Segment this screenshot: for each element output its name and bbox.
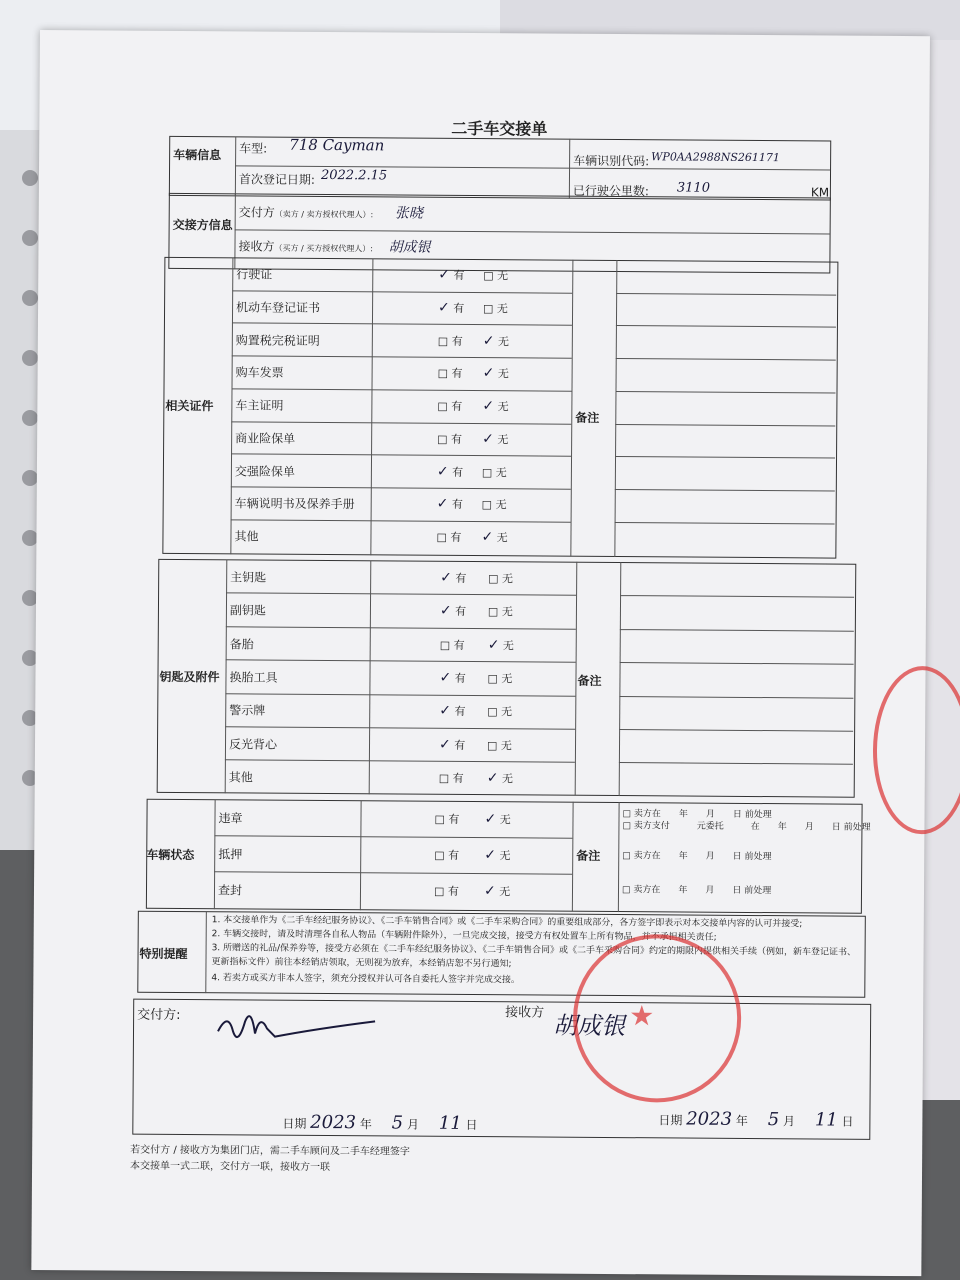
status-checkbox-yes[interactable]: □ 有 xyxy=(433,884,459,898)
left-date-year-unit: 年 xyxy=(359,1117,372,1132)
right-date-day-unit: 日 xyxy=(841,1114,854,1129)
notice-line-1: 1. 本交接单作为《二手车经纪服务协议》、《二手车销售合同》或《二手车采购合同》的重要组成部分，各方签字即表示对本交接单内容的认可并接受; xyxy=(211,915,803,930)
receive-label xyxy=(238,237,373,255)
deliver-label-text: 交付方 xyxy=(238,205,275,220)
docs-checkbox-yes[interactable]: ✓ 有 xyxy=(436,463,464,480)
vin-label: 车辆识别代码: xyxy=(573,153,650,169)
deliver-label xyxy=(239,203,374,221)
dealer-seal-stamp xyxy=(573,934,742,1103)
seal-star-icon: ★ xyxy=(629,999,655,1033)
keys-checkbox-no[interactable]: □ 无 xyxy=(487,605,513,619)
deliver-value: 张晓 xyxy=(394,205,423,222)
status-remark: 备注 xyxy=(576,848,601,863)
left-date-day: 11 xyxy=(438,1112,462,1134)
mileage-value: 3110 xyxy=(676,180,711,196)
status-item-label: 查封 xyxy=(217,883,243,898)
keys-item-label: 主钥匙 xyxy=(230,570,267,585)
right-date-year-unit: 年 xyxy=(735,1113,748,1128)
docs-checkbox-no[interactable]: □ 无 xyxy=(483,302,509,316)
docs-item-label: 行驶证 xyxy=(236,267,273,282)
docs-item-label: 车主证明 xyxy=(235,398,284,413)
keys-checkbox-yes[interactable]: □ 有 xyxy=(439,638,465,652)
docs-checkbox-no[interactable]: ✓ 无 xyxy=(482,398,509,415)
left-date-month: 5 xyxy=(391,1112,404,1134)
docs-item-label: 购车发票 xyxy=(235,365,284,381)
form-title: 二手车交接单 xyxy=(451,118,548,139)
right-date-label: 日期 xyxy=(658,1113,683,1128)
docs-checkbox-no[interactable]: □ 无 xyxy=(481,465,507,479)
vehicle-info-header: 车辆信息 xyxy=(173,147,222,163)
docs-checkbox-yes[interactable]: □ 有 xyxy=(437,367,463,381)
docs-checkbox-no[interactable]: □ 无 xyxy=(481,498,507,512)
keys-checkbox-yes[interactable]: ✓ 有 xyxy=(440,569,467,586)
docs-checkbox-yes[interactable]: ✓ 有 xyxy=(436,496,463,513)
docs-checkbox-yes[interactable]: □ 有 xyxy=(437,432,463,446)
status-checkbox-yes[interactable]: □ 有 xyxy=(434,812,460,826)
status-checkbox-no[interactable]: ✓ 无 xyxy=(484,811,511,828)
docs-item-label: 机动车登记证书 xyxy=(236,300,321,316)
keys-checkbox-yes[interactable]: ✓ 有 xyxy=(438,736,466,753)
status-checkbox-no[interactable]: ✓ 无 xyxy=(484,847,511,864)
left-date-year: 2023 xyxy=(310,1111,357,1134)
right-date-month-unit: 月 xyxy=(782,1114,796,1129)
docs-item-label: 其他 xyxy=(234,529,259,544)
keys-item-label: 备胎 xyxy=(229,636,254,652)
docs-checkbox-no[interactable]: □ 无 xyxy=(483,269,509,283)
keys-item-label: 反光背心 xyxy=(228,737,278,752)
status-remark-line-2: □ 卖方支付 元委托 在 年 月 日 前处理 xyxy=(622,821,871,833)
right-date xyxy=(658,1108,853,1130)
keys-checkbox-no[interactable]: □ 无 xyxy=(488,571,514,586)
keys-item-label: 其他 xyxy=(228,770,253,785)
left-date-month-unit: 月 xyxy=(406,1117,420,1132)
receive-hint: （买方 / 买方授权代理人）: xyxy=(274,243,374,254)
docs-item-label: 商业险保单 xyxy=(235,431,296,446)
keys-checkbox-no[interactable]: ✓ 无 xyxy=(487,636,514,653)
notice-line-4: 4. 若卖方或买方非本人签字，须充分授权并认可各自委托人签字并完成交接。 xyxy=(211,973,520,986)
status-item-label: 抵押 xyxy=(218,847,243,862)
right-date-day: 11 xyxy=(814,1109,838,1131)
handover-form xyxy=(31,30,930,1276)
docs-checkbox-yes[interactable]: □ 有 xyxy=(437,399,463,414)
docs-checkbox-no[interactable]: ✓ 无 xyxy=(481,529,508,546)
footer-line-1: 若交付方 / 接收方为集团门店，需二手车顾问及二手车经理签字 xyxy=(130,1144,410,1158)
left-date-label: 日期 xyxy=(282,1116,307,1131)
keys-checkbox-no[interactable]: ✓ 无 xyxy=(486,770,514,787)
keys-item-label: 副钥匙 xyxy=(229,603,267,618)
docs-checkbox-yes[interactable]: ✓ 有 xyxy=(438,299,465,316)
right-date-month: 5 xyxy=(767,1109,780,1131)
status-remark-line-4: □ 卖方在 年 月 日 前处理 xyxy=(621,885,772,897)
first-registration-value: 2022.2.15 xyxy=(320,167,388,184)
notice-line-3: 3. 所赠送的礼品/保养券等，接受方必须在《二手车经纪服务协议》、《二手车销售合同》或《二手车采购合同》约定的期限内提供相关手续（例如，新车登记证书、更新指标文件）前往本经销店领取，无则视为放弃，本经销店恕不另行通知; xyxy=(211,943,857,970)
deliver-hint: （卖方 / 卖方授权代理人）: xyxy=(274,209,374,220)
keys-checkbox-no[interactable]: □ 无 xyxy=(487,672,513,686)
keys-remark: 备注 xyxy=(577,673,602,688)
model-value: 718 Cayman xyxy=(289,135,385,155)
docs-checkbox-yes[interactable]: □ 有 xyxy=(436,530,462,544)
parties-header: 交接方信息 xyxy=(172,217,233,233)
docs-checkbox-yes[interactable]: □ 有 xyxy=(437,334,463,348)
keys-checkbox-yes[interactable]: ✓ 有 xyxy=(439,602,467,619)
status-checkbox-yes[interactable]: □ 有 xyxy=(434,848,460,862)
docs-item-label: 购置税完税证明 xyxy=(235,333,320,348)
keys-header: 钥匙及附件 xyxy=(159,669,220,685)
right-date-year: 2023 xyxy=(686,1108,733,1130)
mileage-unit: KM xyxy=(810,185,830,200)
left-date xyxy=(282,1112,477,1134)
keys-checkbox-yes[interactable]: ✓ 有 xyxy=(439,669,466,686)
signature-receive-label: 接收方 xyxy=(505,1005,545,1021)
status-item-label: 违章 xyxy=(218,811,243,826)
docs-checkbox-no[interactable]: ✓ 无 xyxy=(482,430,509,448)
notice-header: 特别提醒 xyxy=(139,946,188,962)
status-remark-line-3: □ 卖方在 年 月 日 前处理 xyxy=(622,851,772,863)
keys-item-label: 警示牌 xyxy=(229,703,266,718)
signature-deliver-label: 交付方: xyxy=(137,1007,181,1024)
left-date-day-unit: 日 xyxy=(465,1117,478,1133)
documents-header: 相关证件 xyxy=(165,398,214,414)
docs-checkbox-no[interactable]: ✓ 无 xyxy=(482,332,510,349)
keys-checkbox-yes[interactable]: ✓ 有 xyxy=(439,703,466,720)
docs-checkbox-no[interactable]: ✓ 无 xyxy=(482,365,509,382)
keys-checkbox-no[interactable]: □ 无 xyxy=(487,705,513,719)
receive-signature: 胡成银 xyxy=(552,1011,626,1041)
status-header: 车辆状态 xyxy=(146,847,195,863)
keys-item-label: 换胎工具 xyxy=(229,670,278,685)
docs-item-label: 车辆说明书及保养手册 xyxy=(234,496,355,512)
vin-value: WP0AA2988NS261171 xyxy=(651,150,780,165)
docs-item-label: 交强险保单 xyxy=(234,463,295,479)
deliver-signature xyxy=(213,1006,383,1047)
mileage-label: 已行驶公里数: xyxy=(572,183,649,199)
first-registration-label: 首次登记日期: xyxy=(238,172,316,187)
receive-value: 胡成银 xyxy=(388,239,431,256)
edge-stamp xyxy=(872,666,960,835)
receive-label-text: 接收方 xyxy=(238,239,275,254)
model-label: 车型: xyxy=(239,141,268,156)
footer-line-2: 本交接单一式二联，交付方一联，接收方一联 xyxy=(130,1160,331,1174)
docs-checkbox-yes[interactable]: ✓ 有 xyxy=(438,267,465,284)
status-remark-line-1: □ 卖方在 年 月 日 前处理 xyxy=(622,809,772,821)
notice-line-2: 2. 车辆交接时，请及时清理各自私人物品（车辆附件除外），一旦完成交接，接受方有权处置车上所有物品，并不承担相关责任; xyxy=(211,929,717,943)
keys-checkbox-yes[interactable]: □ 有 xyxy=(438,771,464,786)
keys-checkbox-no[interactable]: □ 无 xyxy=(486,738,512,752)
status-checkbox-no[interactable]: ✓ 无 xyxy=(483,883,511,900)
documents-remark: 备注 xyxy=(575,410,600,425)
